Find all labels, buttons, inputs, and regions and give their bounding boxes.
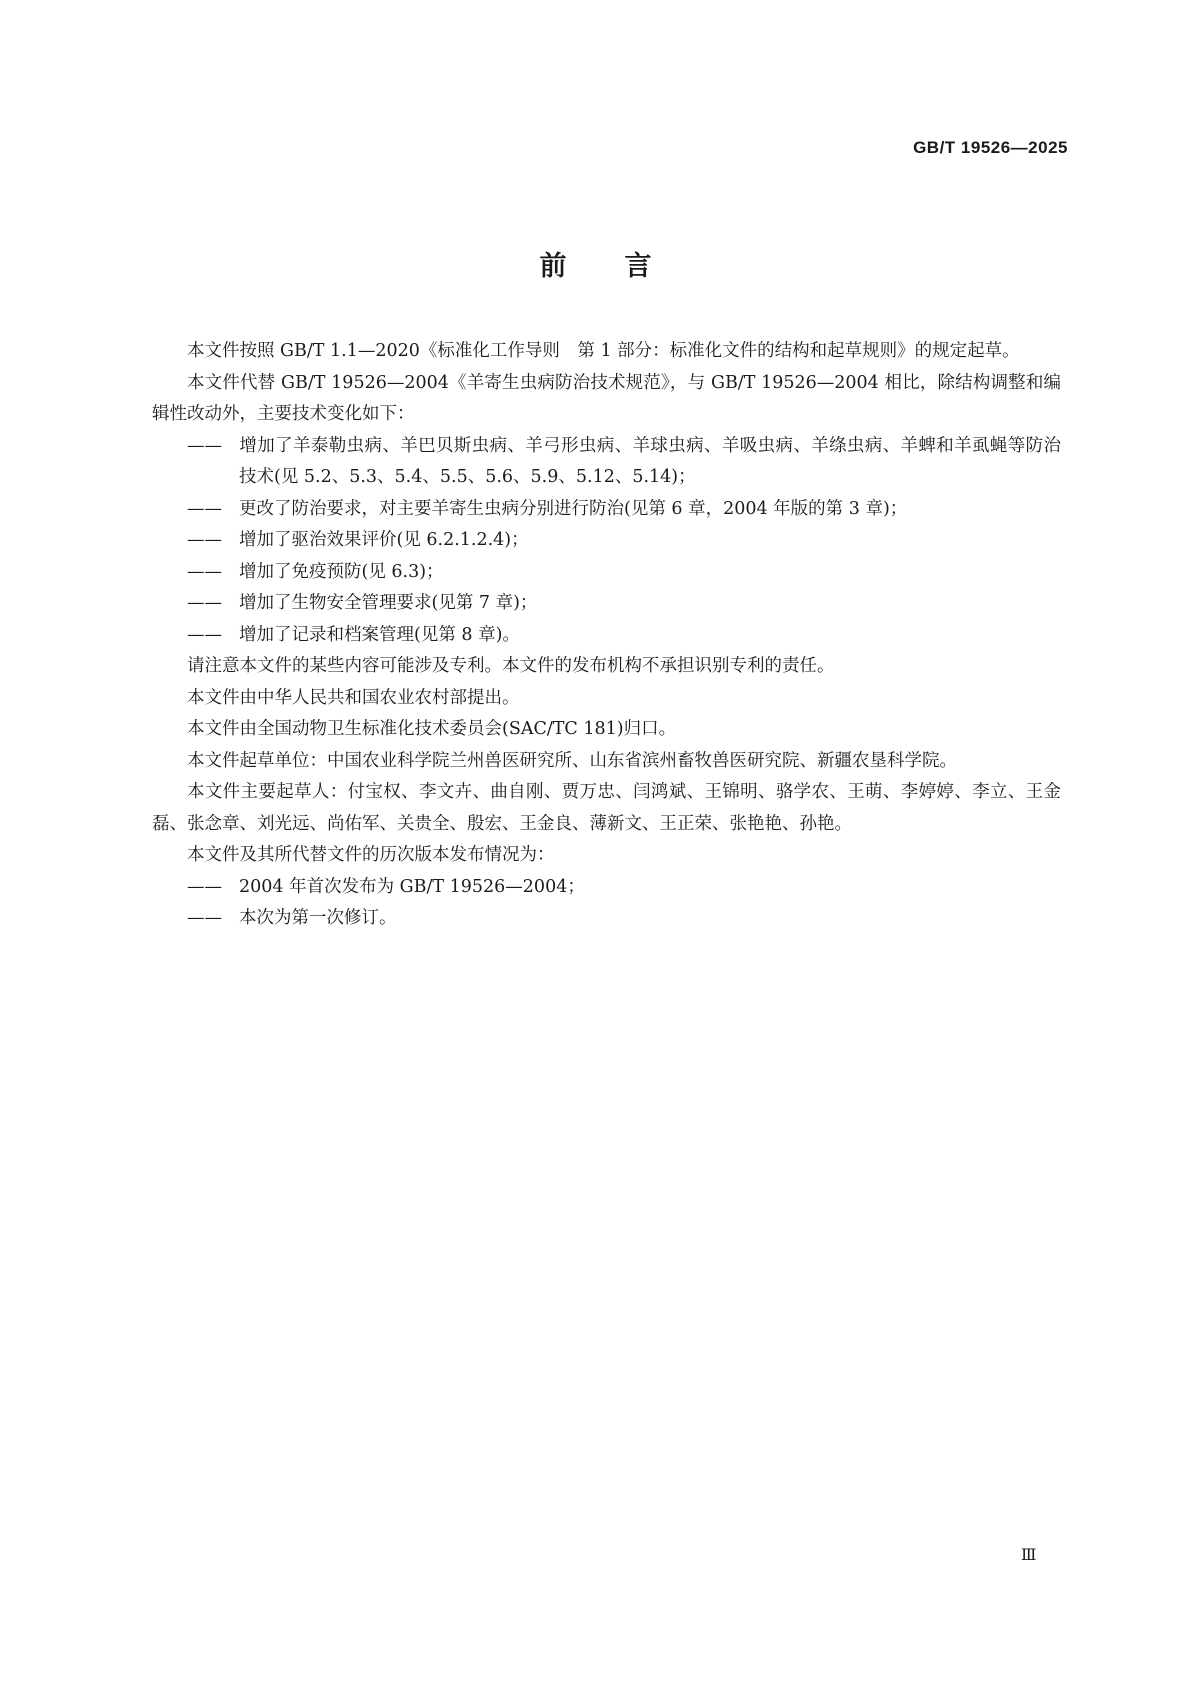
paragraph-proposer: 本文件由中华人民共和国农业农村部提出。 [187, 687, 520, 708]
change-item [152, 431, 1061, 494]
change-item [152, 494, 1061, 526]
paragraph-patent-notice: 请注意本文件的某些内容可能涉及专利。本文件的发布机构不承担识别专利的责任。 [187, 656, 835, 676]
history-item-text: 本次为第一次修订。 [239, 908, 397, 928]
paragraph-drafters: 本文件主要起草人：付宝权、李文卉、曲自刚、贾万忠、闫鸿斌、王锦明、骆学农、王萌、李婷婷、李立、王金磊、张念章、刘光远、尚佑军、关贵全、殷宏、王金良、薄新文、王正荣、张艳艳、孙艳。 [152, 782, 1061, 834]
change-item [152, 588, 1061, 620]
change-item-text: 更改了防治要求，对主要羊寄生虫病分别进行防治(见第 6 章，2004 年版的第 3 章)； [239, 498, 908, 519]
dash-mark: —— [187, 624, 222, 645]
page-title: 前言 [539, 251, 710, 282]
dash-mark: —— [187, 561, 222, 582]
paragraph-replacement-note: 本文件代替 GB/T 19526—2004《羊寄生虫病防治技术规范》，与 GB/T 19526—2004 相比，除结构调整和编辑性改动外，主要技术变化如下： [152, 372, 1061, 424]
dash-mark: —— [187, 593, 222, 613]
document-body [152, 336, 1061, 935]
paragraph-history-intro: 本文件及其所代替文件的历次版本发布情况为： [187, 845, 555, 865]
history-item-text: 2004 年首次发布为 GB/T 19526—2004； [239, 876, 585, 897]
change-item-text: 增加了生物安全管理要求(见第 7 章)； [239, 593, 538, 613]
change-item [152, 620, 1061, 652]
paragraph-committee: 本文件由全国动物卫生标准化技术委员会(SAC/TC 181)归口。 [187, 719, 677, 739]
history-item [152, 903, 1061, 935]
paragraph-drafting-units: 本文件起草单位：中国农业科学院兰州兽医研究所、山东省滨州畜牧兽医研究院、新疆农垦科学院。 [187, 750, 957, 771]
change-item-text: 增加了羊泰勒虫病、羊巴贝斯虫病、羊弓形虫病、羊球虫病、羊吸虫病、羊绦虫病、羊蜱和羊虱蝇等防治技术(见 5.2、5.3、5.4、5.5、5.6、5.9、5.12、5.14)； [239, 435, 1061, 487]
change-item-text: 增加了驱治效果评价(见 6.2.1.2.4)； [239, 530, 529, 550]
dash-mark: —— [187, 530, 222, 550]
change-item [152, 557, 1061, 589]
document-code: GB/T 19526—2025 [913, 138, 1068, 157]
dash-mark: —— [187, 498, 222, 519]
dash-mark: —— [187, 876, 222, 897]
history-item [152, 872, 1061, 904]
change-item-text: 增加了免疫预防(见 6.3)； [239, 561, 444, 582]
page-number: Ⅲ [1021, 1547, 1037, 1564]
dash-mark: —— [187, 435, 222, 456]
dash-mark: —— [187, 908, 222, 928]
paragraph-drafting-rules: 本文件按照 GB/T 1.1—2020《标准化工作导则 第 1 部分：标准化文件的结构和起草规则》的规定起草。 [187, 341, 1020, 361]
change-item-text: 增加了记录和档案管理(见第 8 章)。 [239, 624, 520, 645]
change-item [152, 525, 1061, 557]
